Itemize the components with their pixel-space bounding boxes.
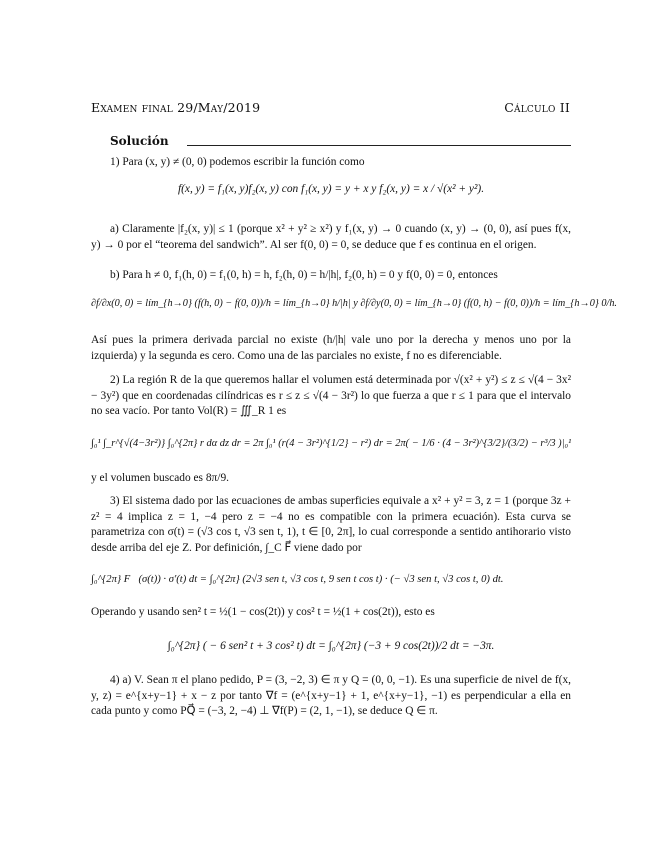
p1-part-b: b) Para h ≠ 0, f₁(h, 0) = f₁(0, h) = h, f₂(h, 0) = h/|h|, f₂(0, h) = 0 y f(0, 0) = 0, entonces	[110, 269, 498, 281]
p1-part-a: a) Claramente |f₂(x, y)| ≤ 1 (porque x² + y² ≥ x²) y f₁(x, y) → 0 cuando (x, y) → (0, 0), así pues f(x, y) → 0 por el “teorema del sandwich”. Al ser f(0, 0) = 0, se deduce que f es continua en el origen.	[91, 223, 571, 251]
title-rule	[187, 145, 571, 146]
header-right: Cálculo II	[504, 100, 570, 115]
p1-conclusion: Así pues la primera derivada parcial no existe (h/|h| vale uno por la derecha y menos uno por la izquierda) y la segunda es cero. Como una de las parciales no existe, f no es diferenciable.	[91, 334, 571, 362]
solution-title: Solución	[110, 134, 169, 148]
p3-eq1: ∫₀^{2π} F⃗(σ(t)) · σ′(t) dt = ∫₀^{2π} (2√3 sen t, √3 cos t, 9 sen t cos t) · (− √3 sen t, √3 cos t, 0) dt.	[91, 574, 504, 585]
p3-eq2: ∫₀^{2π} ( − 6 sen² t + 3 cos² t) dt = ∫₀^{2π} (−3 + 9 cos(2t))/2 dt = −3π.	[167, 640, 495, 652]
p2-eq: ∫₀¹ ∫_r^{√(4−3r²)} ∫₀^{2π} r dα dz dr = 2π ∫₀¹ (r(4 − 3r²)^{1/2} − r²) dr = 2π( − 1/6 · (4 − 3r²)^{3/2}/(3/2) − r³/3 )|₀¹	[91, 438, 572, 449]
p4-text: 4) a) V. Sean π el plano pedido, P = (3, −2, 3) ∈ π y Q = (0, 0, −1). Es una superficie de nivel de f(x, y, z) = e^{x+y−1} + x − z por tanto ∇f = (e^{x+y−1} + 1, e^{x+y−1}, −1) es perpendicular a ella en cada punto y como PQ⃗ = (−3, 2, −4) ⊥ ∇f(P) = (2, 1, −1), se deduce Q ∈ π.	[91, 674, 571, 718]
p2-result: y el volumen buscado es 8π/9.	[91, 472, 229, 484]
p1-intro: 1) Para (x, y) ≠ (0, 0) podemos escribir la función como	[110, 156, 365, 168]
p1-eq2: ∂f/∂x(0, 0) = lím_{h→0} (f(h, 0) − f(0, 0))/h = lím_{h→0} h/|h| y ∂f/∂y(0, 0) = lím_{h→0} (f(0, h) − f(0, 0))/h = lím_{h→0} 0/h.	[91, 298, 617, 309]
p2-text: 2) La región R de la que queremos hallar el volumen está determinada por √(x² + y²) ≤ z ≤ √(4 − 3x² − 3y²) que en coordenadas cilíndricas es r ≤ z ≤ √(4 − 3r²) lo que fuerza a que r ≤ 1 para que el intervalo no sea vacío. Por tanto Vol(R) = ∭_R 1 es	[91, 374, 571, 418]
header-left: Examen final 29/May/2019	[91, 100, 261, 115]
p1-eq1: f(x, y) = f₁(x, y)f₂(x, y) con f₁(x, y) = y + x y f₂(x, y) = x / √(x² + y²).	[177, 183, 485, 195]
p3-text: 3) El sistema dado por las ecuaciones de ambas superficies equivale a x² + y² = 3, z = 1 (porque 3z + z² = 4 implica z = 1, −4 pero z = −4 no es compatible con la primera ecuación). Esta curva se parametriza con σ(t) = (√3 cos t, √3 sen t, 1), t ∈ [0, 2π], lo cual corresponde a sentido antihorario visto desde arriba del eje Z. Por definición, ∫_C F⃗ viene dado por	[91, 495, 571, 554]
p3-mid: Operando y usando sen² t = ½(1 − cos(2t)) y cos² t = ½(1 + cos(2t)), esto es	[91, 606, 435, 618]
